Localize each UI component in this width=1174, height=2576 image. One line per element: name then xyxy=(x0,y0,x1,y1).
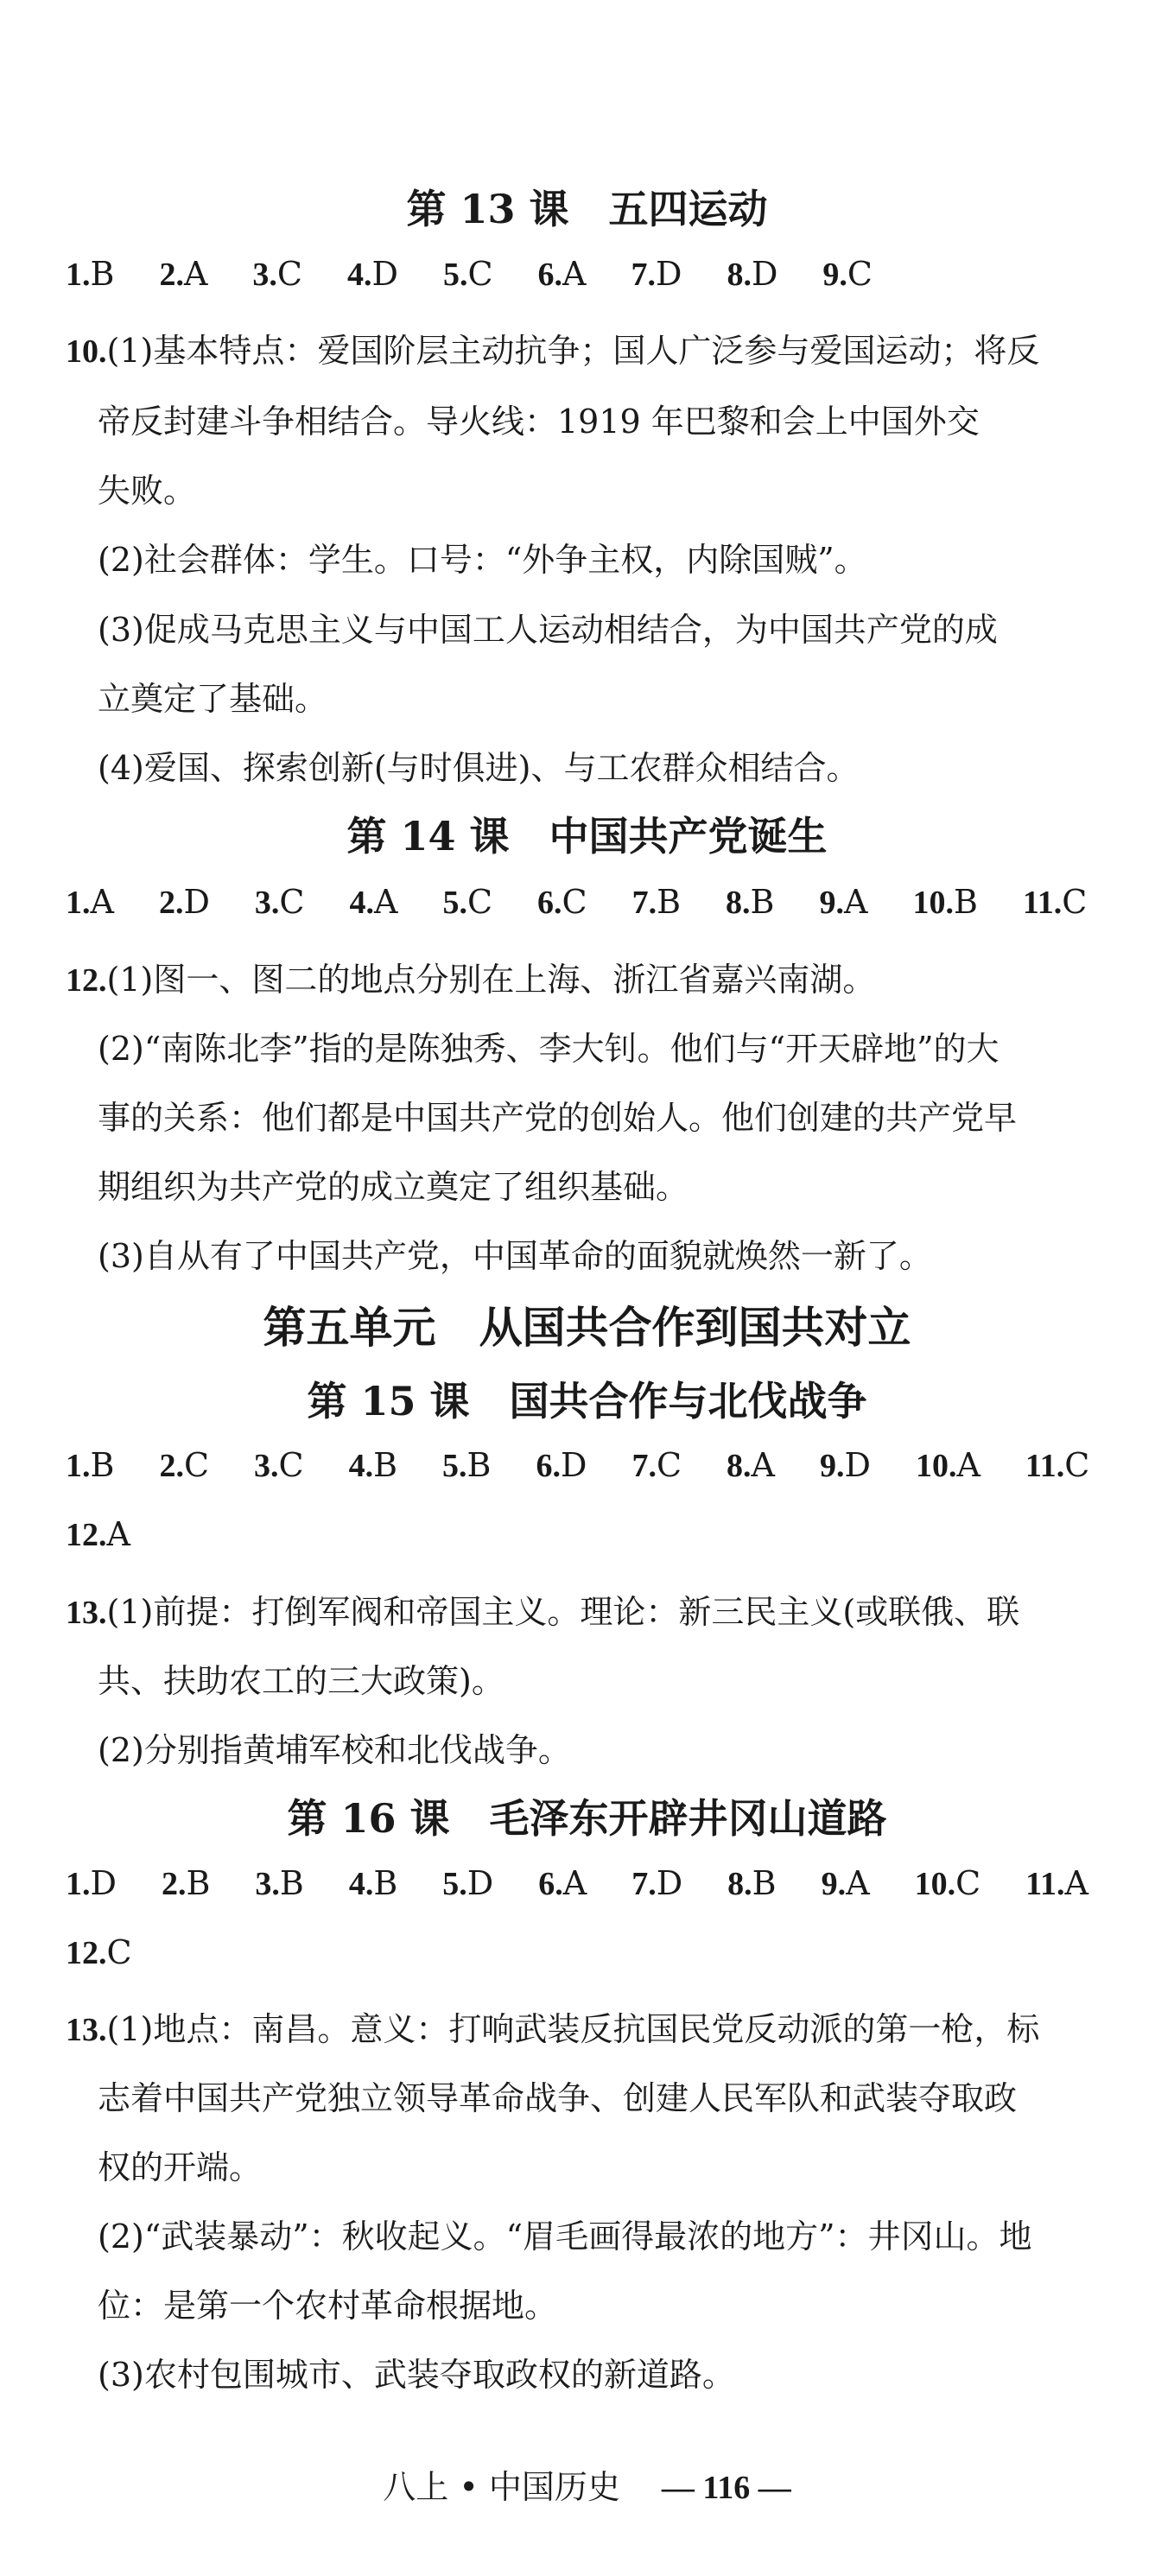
answer-item: 2.A xyxy=(159,255,208,293)
answer-line: 帝反封建斗争相结合。导火线：1919 年巴黎和会上中国外交 xyxy=(98,403,980,441)
answer-line: 位：是第一个农村革命根据地。 xyxy=(98,2287,558,2325)
answer-line: 事的关系：他们都是中国共产党的创始人。他们创建的共产党早 xyxy=(98,1099,1018,1137)
unit-5-title: 第五单元 从国共合作到国共对立 xyxy=(263,1302,911,1353)
answer-item: 7.D xyxy=(631,255,682,293)
answer-item: 3.C xyxy=(254,883,305,921)
answer-item: 7.B xyxy=(631,883,682,921)
lesson-14-answers xyxy=(66,883,1132,922)
answer-line: (1)地点：南昌。意义：打响武装反抗国民党反动派的第一枪，标 xyxy=(106,2010,1040,2048)
question-13 xyxy=(66,2002,1039,2050)
lesson-15-title: 第 15 课 国共合作与北伐战争 xyxy=(307,1378,867,1424)
answer-item: 2.B xyxy=(161,1864,211,1902)
answer-item: 9.D xyxy=(819,1446,871,1484)
answer-line: 失败。 xyxy=(98,472,197,510)
lesson-15-answers-2 xyxy=(66,1515,175,1554)
answer-line: (1)图一、图二的地点分别在上海、浙江省嘉兴南湖。 xyxy=(106,961,876,999)
answer-item: 11.C xyxy=(1022,883,1088,921)
answer-item: 6.A xyxy=(537,255,587,293)
lesson-13-answers xyxy=(66,255,917,294)
answer-item: 4.B xyxy=(348,1446,398,1484)
answer-item: 11.A xyxy=(1025,1864,1088,1902)
answer-line: (3)自从有了中国共产党，中国革命的面貌就焕然一新了。 xyxy=(98,1237,932,1275)
answer-item: 12.C xyxy=(66,1933,132,1971)
answer-item: 11.C xyxy=(1025,1446,1090,1484)
answer-line: 期组织为共产党的成立奠定了组织基础。 xyxy=(98,1168,689,1206)
answer-item: 8.B xyxy=(726,883,775,921)
lesson-13-title: 第 13 课 五四运动 xyxy=(406,186,768,232)
answer-item: 5.C xyxy=(442,883,493,921)
page-number: — 116 — xyxy=(661,2470,791,2506)
answer-item: 3.C xyxy=(254,1446,304,1484)
answer-item: 5.D xyxy=(442,1864,494,1902)
answer-item: 2.D xyxy=(158,883,210,921)
lesson-16-answers xyxy=(66,1864,1133,1903)
answer-item: 1.B xyxy=(66,1446,115,1484)
question-number: 12. xyxy=(66,962,107,999)
answer-item: 10.C xyxy=(914,1864,981,1902)
answer-item: 10.A xyxy=(915,1446,980,1484)
answer-item: 4.A xyxy=(349,883,398,921)
question-number: 10. xyxy=(66,333,107,370)
answer-item: 8.B xyxy=(727,1864,777,1902)
answer-line: (3)农村包围城市、武装夺取政权的新道路。 xyxy=(98,2356,735,2394)
question-10 xyxy=(66,324,1039,371)
question-13 xyxy=(66,1585,1019,1633)
lesson-15-answers xyxy=(66,1446,1134,1485)
question-number: 13. xyxy=(66,1595,107,1631)
answer-item: 5.C xyxy=(442,255,493,293)
answer-item: 6.D xyxy=(536,1446,587,1484)
answer-line: 共、扶助农工的三大政策)。 xyxy=(98,1662,505,1700)
answer-item: 1.D xyxy=(66,1864,117,1902)
answer-line: 权的开端。 xyxy=(98,2148,263,2186)
answer-line: (4)爱国、探索创新(与时俱进)、与工农群众相结合。 xyxy=(98,749,860,787)
answer-item: 3.B xyxy=(255,1864,304,1902)
answer-item: 9.A xyxy=(819,883,868,921)
answer-item: 9.C xyxy=(822,255,873,293)
lesson-16-title: 第 16 课 毛泽东开辟井冈山道路 xyxy=(287,1795,887,1842)
footer-label: 八上 • 中国历史 xyxy=(383,2468,620,2506)
answer-item: 9.A xyxy=(821,1864,870,1902)
answer-line: (2)“南陈北李”指的是陈独秀、李大钊。他们与“开天辟地”的大 xyxy=(98,1030,999,1068)
answer-line: 志着中国共产党独立领导革命战争、创建人民军队和武装夺取政 xyxy=(98,2079,1018,2117)
answer-line: 立奠定了基础。 xyxy=(98,680,328,718)
answer-line: (2)分别指黄埔军校和北伐战争。 xyxy=(98,1731,571,1769)
question-number: 13. xyxy=(66,2012,107,2048)
page-footer xyxy=(0,2460,1174,2508)
answer-item: 6.C xyxy=(537,883,587,921)
answer-line: (3)促成马克思主义与中国工人运动相结合，为中国共产党的成 xyxy=(98,611,998,649)
lesson-16-answers-2 xyxy=(66,1933,177,1972)
answer-item: 2.C xyxy=(159,1446,210,1484)
answer-item: 7.D xyxy=(631,1864,683,1902)
answer-item: 5.B xyxy=(442,1446,492,1484)
answer-item: 8.A xyxy=(727,1446,775,1484)
answer-line: (2)社会群体：学生。口号：“外争主权，内除国贼”。 xyxy=(98,541,867,579)
answer-line: (1)前提：打倒军阀和帝国主义。理论：新三民主义(或联俄、联 xyxy=(106,1593,1020,1631)
answer-item: 12.A xyxy=(66,1515,130,1553)
answer-item: 10.B xyxy=(912,883,978,921)
answer-item: 4.B xyxy=(348,1864,398,1902)
answer-item: 3.C xyxy=(252,255,302,293)
lesson-14-title: 第 14 课 中国共产党诞生 xyxy=(346,813,828,860)
answer-item: 8.D xyxy=(727,255,778,293)
answer-item: 7.C xyxy=(631,1446,682,1484)
answer-line: (1)基本特点：爱国阶层主动抗争；国人广泛参与爱国运动；将反 xyxy=(106,332,1040,370)
answer-item: 1.A xyxy=(66,883,114,921)
answer-line: (2)“武装暴动”：秋收起义。“眉毛画得最浓的地方”：井冈山。地 xyxy=(98,2218,1032,2256)
answer-item: 4.D xyxy=(346,255,398,293)
answer-item: 6.A xyxy=(538,1864,587,1902)
question-12 xyxy=(66,953,875,1000)
answer-item: 1.B xyxy=(66,255,115,293)
